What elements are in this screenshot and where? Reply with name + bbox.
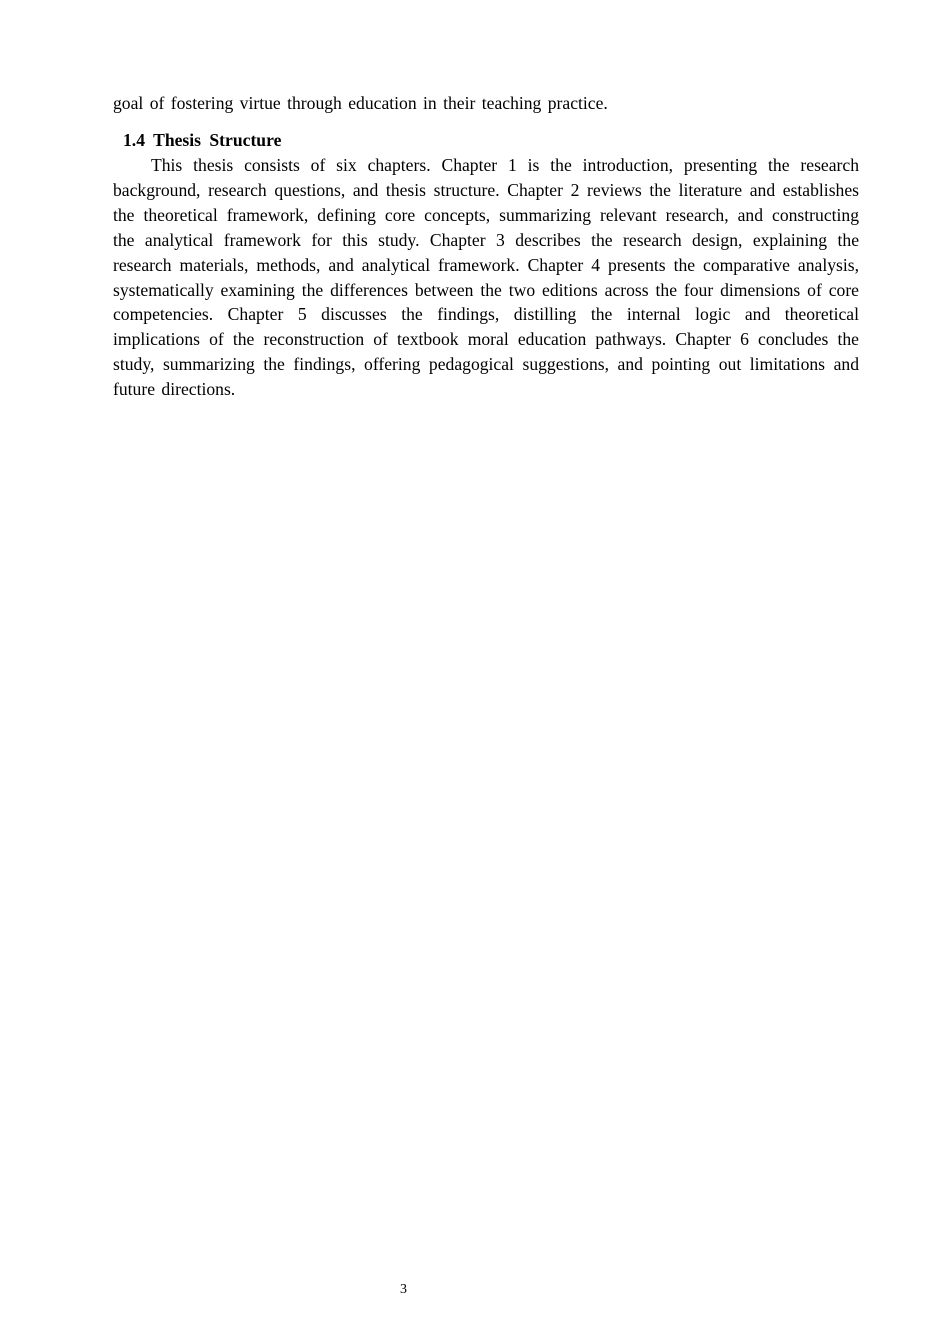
section-body-paragraph: This thesis consists of six chapters. Chapter 1 is the introduction, presenting the research background, research questions, and thesis structure. Chapter 2 reviews the literature and establishes the theoretical framework, defining core concepts, summarizing relevant research, and constructing the analytical framework for this study. Chapter 3 describes the research design, explaining the research materials, methods, and analytical framework. Chapter 4 presents the comparative analysis, systematically examining the differences between the two editions across the four dimensions of core competencies. Chapter 5 discusses the findings, distilling the internal logic and theoretical implications of the reconstruction of textbook moral education pathways. Chapter 6 concludes the study, summarizing the findings, offering pedagogical suggestions, and pointing out limitations and future directions. [113, 155, 859, 400]
page-number: 3 [400, 1282, 407, 1297]
section-number: 1.4 [123, 130, 145, 150]
section-title: Thesis Structure [153, 130, 282, 150]
carryover-paragraph: goal of fostering virtue through education in their teaching practice. [113, 93, 608, 113]
section-heading [123, 128, 281, 152]
